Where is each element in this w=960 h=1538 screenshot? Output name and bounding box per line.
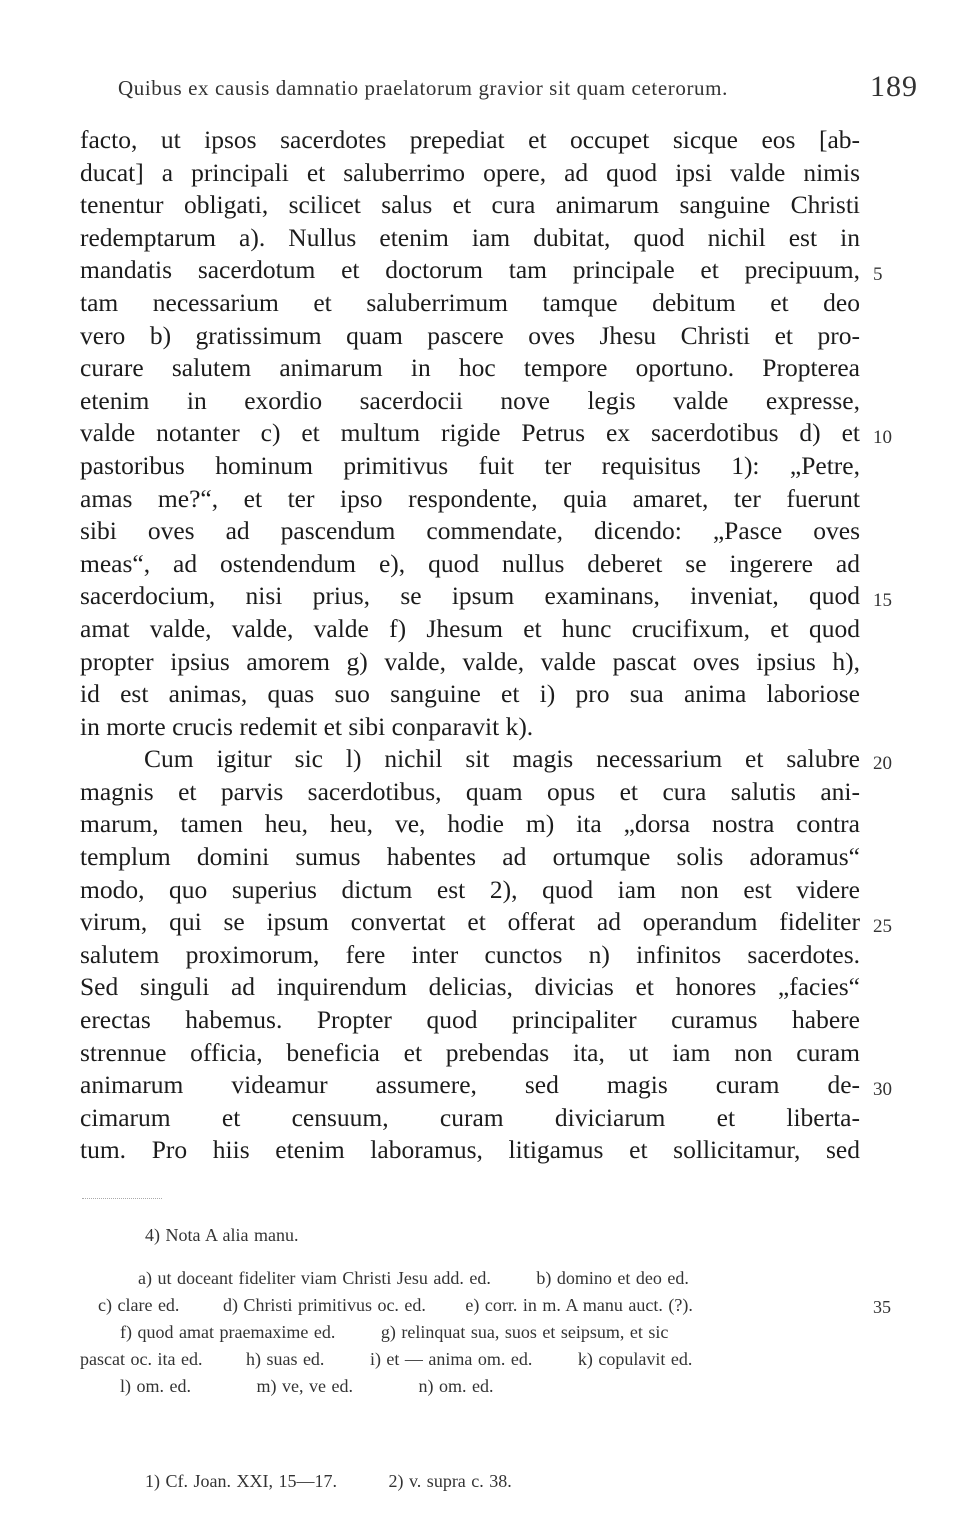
text-line: tum. Pro hiis etenim laboramus, litigamus et sollicitamur, sed bbox=[80, 1135, 860, 1165]
page-number: 189 bbox=[870, 70, 918, 103]
text-line: Cum igitur sic l) nichil sit magis necessarium et salubre bbox=[144, 744, 860, 774]
text-line: magnis et parvis sacerdotibus, quam opus et cura salutis ani- bbox=[80, 776, 860, 806]
footnote-l: l) om. ed. bbox=[120, 1376, 191, 1396]
margin-line-number: 25 bbox=[873, 916, 892, 937]
source-notes bbox=[145, 1468, 935, 1495]
text-line: modo, quo superius dictum est 2), quod iam non est videre bbox=[80, 874, 860, 904]
footnote-numbered bbox=[145, 1222, 935, 1249]
footnote-line bbox=[80, 1346, 870, 1373]
text-line: strennue officia, beneficia et prebendas ita, ut iam non curam bbox=[80, 1037, 860, 1067]
source-note-2: 2) v. supra c. 38. bbox=[388, 1471, 512, 1491]
text-line: erectas habemus. Propter quod principaliter curamus habere bbox=[80, 1005, 860, 1035]
text-line: cimarum et censuum, curam diviciarum et liberta- bbox=[80, 1102, 860, 1132]
text-line: redemptarum a). Nullus etenim iam dubitat, quod nichil est in bbox=[80, 222, 860, 252]
text-line: tenentur obligati, scilicet salus et cura animarum sanguine Christi bbox=[80, 190, 860, 220]
text-line: amat valde, valde, valde f) Jhesum et hunc crucifixum, et quod bbox=[80, 613, 860, 643]
critical-apparatus bbox=[80, 1265, 891, 1400]
footnote-line: 4) Nota A alia manu. bbox=[145, 1225, 299, 1245]
text-line: etenim in exordio sacerdocii nove legis valde expresse, bbox=[80, 385, 860, 415]
margin-line-number: 10 bbox=[873, 427, 892, 448]
text-line: id est animas, quas suo sanguine et i) pro sua anima laboriose bbox=[80, 679, 860, 709]
text-line: sibi oves ad pascendum commendate, dicendo: „Pasce oves bbox=[80, 516, 860, 546]
margin-line-number: 15 bbox=[873, 590, 892, 611]
footnote-g-cont: pascat oc. ita ed. bbox=[80, 1349, 203, 1369]
text-line: templum domini sumus habentes ad ortumque solis adoramus“ bbox=[80, 842, 860, 872]
footnote-i: i) et — anima om. ed. bbox=[369, 1349, 533, 1369]
text-line: ducat] a principali et saluberrimo opere, ad quod ipsi valde nimis bbox=[80, 157, 860, 187]
text-line: vero b) gratissimum quam pascere oves Jhesu Christi et pro- bbox=[80, 320, 860, 350]
footnote-n: n) om. ed. bbox=[418, 1376, 494, 1396]
footnote-e: e) corr. in m. A manu auct. (?). bbox=[465, 1295, 693, 1315]
footnote-m: m) ve, ve ed. bbox=[256, 1376, 353, 1396]
text-line: pastoribus hominum primitivus fuit ter requisitus 1): „Petre, bbox=[80, 450, 860, 480]
footnote-b: b) domino et deo ed. bbox=[536, 1268, 689, 1288]
footnote-g: g) relinquat sua, suos et seipsum, et sic bbox=[380, 1322, 669, 1342]
footnote-line bbox=[80, 1265, 870, 1292]
text-line: mandatis sacerdotum et doctorum tam principale et precipuum, bbox=[80, 255, 860, 285]
text-line: Sed singuli ad inquirendum delicias, divicias et honores „facies“ bbox=[80, 972, 860, 1002]
text-line: in morte crucis redemit et sibi conparavit k). bbox=[80, 711, 534, 741]
footnote-f: f) quod amat praemaxime ed. bbox=[120, 1322, 336, 1342]
footnote-c: c) clare ed. bbox=[98, 1295, 180, 1315]
text-line: tam necessarium et saluberrimum tamque debitum et deo bbox=[80, 287, 860, 317]
footnote-line bbox=[80, 1319, 870, 1346]
text-line: facto, ut ipsos sacerdotes prepediat et occupet sicque eos [ab- bbox=[80, 125, 860, 154]
footnote-line bbox=[80, 1373, 870, 1400]
footnote-separator bbox=[82, 1198, 162, 1199]
text-line: curare salutem animarum in hoc tempore oportuno. Propterea bbox=[80, 353, 860, 383]
text-line: marum, tamen heu, heu, ve, hodie m) ita „dorsa nostra contra bbox=[80, 809, 860, 839]
footnote-h: h) suas ed. bbox=[245, 1349, 325, 1369]
margin-line-number: 20 bbox=[873, 753, 892, 774]
footnote-a: a) ut doceant fideliter viam Christi Jesu add. ed. bbox=[138, 1268, 491, 1288]
footnote-line bbox=[80, 1292, 891, 1319]
text-line: valde notanter c) et multum rigide Petrus ex sacerdotibus d) et bbox=[80, 418, 860, 448]
margin-line-number: 30 bbox=[873, 1079, 892, 1100]
text-line: propter ipsius amorem g) valde, valde, valde pascat oves ipsius h), bbox=[80, 646, 860, 676]
text-line: animarum videamur assumere, sed magis curam de- bbox=[80, 1070, 860, 1100]
footnote-k: k) copulavit ed. bbox=[577, 1349, 693, 1369]
footnote-line bbox=[145, 1468, 935, 1495]
running-head-title: Quibus ex causis damnatio praelatorum gravior sit quam ceterorum. bbox=[118, 76, 728, 100]
text-line: amas me?“, et ter ipso respondente, quia amaret, ter fuerunt bbox=[80, 483, 860, 513]
body-text bbox=[80, 124, 860, 1167]
running-head bbox=[118, 70, 918, 103]
source-note-1: 1) Cf. Joan. XXI, 15—17. bbox=[145, 1471, 337, 1491]
margin-line-number: 5 bbox=[873, 264, 883, 285]
margin-line-number: 35 bbox=[873, 1297, 891, 1317]
text-line: virum, qui se ipsum convertat et offerat ad operandum fideliter bbox=[80, 907, 860, 937]
footnote-d: d) Christi primitivus oc. ed. bbox=[222, 1295, 426, 1315]
text-line: sacerdocium, nisi prius, se ipsum examinans, inveniat, quod bbox=[80, 581, 860, 611]
text-line: meas“, ad ostendendum e), quod nullus deberet se ingerere ad bbox=[80, 548, 860, 578]
text-line: salutem proximorum, fere inter cunctos n) infinitos sacerdotes. bbox=[80, 939, 860, 969]
